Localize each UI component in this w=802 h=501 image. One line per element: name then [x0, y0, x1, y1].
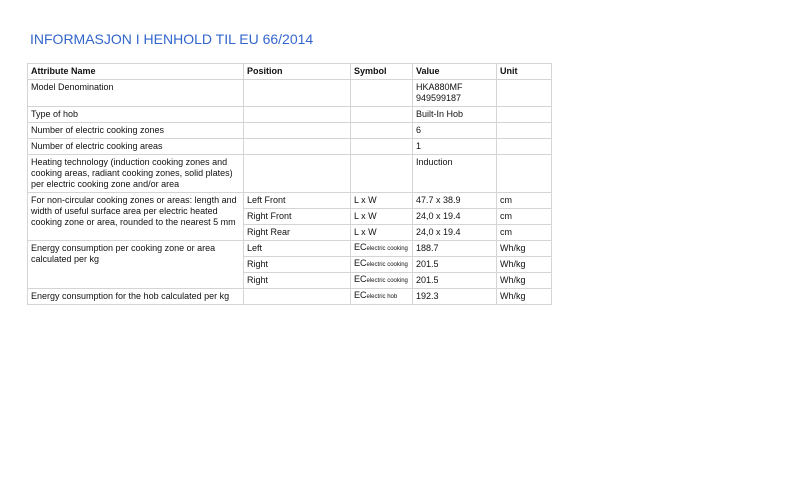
- header-row: [28, 64, 552, 80]
- symbol-cell: [351, 289, 413, 305]
- position-cell: Right Front: [244, 209, 351, 225]
- position-cell: Left Front: [244, 193, 351, 209]
- value-cell: 1: [413, 139, 497, 155]
- unit-cell: [497, 107, 552, 123]
- table-row: [28, 193, 552, 209]
- table-row: [28, 155, 552, 193]
- position-cell: Right Rear: [244, 225, 351, 241]
- unit-cell: [497, 123, 552, 139]
- unit-cell: Wh/kg: [497, 257, 552, 273]
- position-cell: [244, 289, 351, 305]
- value-cell: 192.3: [413, 289, 497, 305]
- symbol-cell: [351, 241, 413, 257]
- energy-info-table: [27, 63, 552, 305]
- attribute-cell: Type of hob: [28, 107, 244, 123]
- symbol-cell: [351, 80, 413, 107]
- symbol-cell: L x W: [351, 225, 413, 241]
- symbol-main: EC: [354, 274, 367, 284]
- header-unit: Unit: [497, 64, 552, 80]
- symbol-sub: electric cooking: [366, 278, 408, 284]
- unit-cell: Wh/kg: [497, 241, 552, 257]
- unit-cell: [497, 139, 552, 155]
- header-position: Position: [244, 64, 351, 80]
- position-cell: [244, 155, 351, 193]
- symbol-cell: [351, 155, 413, 193]
- value-cell: 24,0 x 19.4: [413, 209, 497, 225]
- page-title: INFORMASJON I HENHOLD TIL EU 66/2014: [30, 31, 314, 47]
- symbol-main: EC: [354, 258, 367, 268]
- symbol-sub: electric hob: [366, 294, 398, 300]
- unit-cell: [497, 155, 552, 193]
- value-cell: 24,0 x 19.4: [413, 225, 497, 241]
- unit-cell: Wh/kg: [497, 273, 552, 289]
- symbol-sub: electric cooking: [366, 262, 408, 268]
- position-cell: Left: [244, 241, 351, 257]
- symbol-cell: L x W: [351, 209, 413, 225]
- position-cell: [244, 123, 351, 139]
- unit-cell: Wh/kg: [497, 289, 552, 305]
- header-value: Value: [413, 64, 497, 80]
- symbol-cell: [351, 123, 413, 139]
- attribute-cell: Model Denomination: [28, 80, 244, 107]
- symbol-cell: [351, 257, 413, 273]
- position-cell: [244, 139, 351, 155]
- table-row: [28, 123, 552, 139]
- position-cell: Right: [244, 257, 351, 273]
- value-cell: 188.7: [413, 241, 497, 257]
- unit-cell: [497, 80, 552, 107]
- header-symbol: Symbol: [351, 64, 413, 80]
- table-row: [28, 107, 552, 123]
- symbol-cell: [351, 273, 413, 289]
- value-cell: 201.5: [413, 273, 497, 289]
- header-attribute: Attribute Name: [28, 64, 244, 80]
- value-cell: 47.7 x 38.9: [413, 193, 497, 209]
- attribute-cell: Number of electric cooking zones: [28, 123, 244, 139]
- value-cell: 6: [413, 123, 497, 139]
- attribute-cell: Heating technology (induction cooking zones and cooking areas, radiant cooking zones, solid plates) per electric cooking zone and/or area: [28, 155, 244, 193]
- position-cell: Right: [244, 273, 351, 289]
- unit-cell: cm: [497, 193, 552, 209]
- unit-cell: cm: [497, 225, 552, 241]
- symbol-cell: L x W: [351, 193, 413, 209]
- attribute-cell: For non-circular cooking zones or areas: length and width of useful surface area per electric heated cooking zone or area, rounded to the nearest 5 mm: [28, 193, 244, 241]
- position-cell: [244, 80, 351, 107]
- unit-cell: cm: [497, 209, 552, 225]
- value-cell: HKA880MF 949599187: [413, 80, 497, 107]
- symbol-sub: electric cooking: [366, 246, 408, 252]
- position-cell: [244, 107, 351, 123]
- attribute-cell: Number of electric cooking areas: [28, 139, 244, 155]
- attribute-cell: Energy consumption for the hob calculated per kg: [28, 289, 244, 305]
- attribute-cell: Energy consumption per cooking zone or area calculated per kg: [28, 241, 244, 289]
- value-cell: Built-In Hob: [413, 107, 497, 123]
- table-row: [28, 139, 552, 155]
- symbol-main: EC: [354, 290, 367, 300]
- table-row: [28, 80, 552, 107]
- value-cell: Induction: [413, 155, 497, 193]
- symbol-main: EC: [354, 242, 367, 252]
- value-cell: 201.5: [413, 257, 497, 273]
- symbol-cell: [351, 139, 413, 155]
- table-row: [28, 241, 552, 257]
- table-row: [28, 289, 552, 305]
- symbol-cell: [351, 107, 413, 123]
